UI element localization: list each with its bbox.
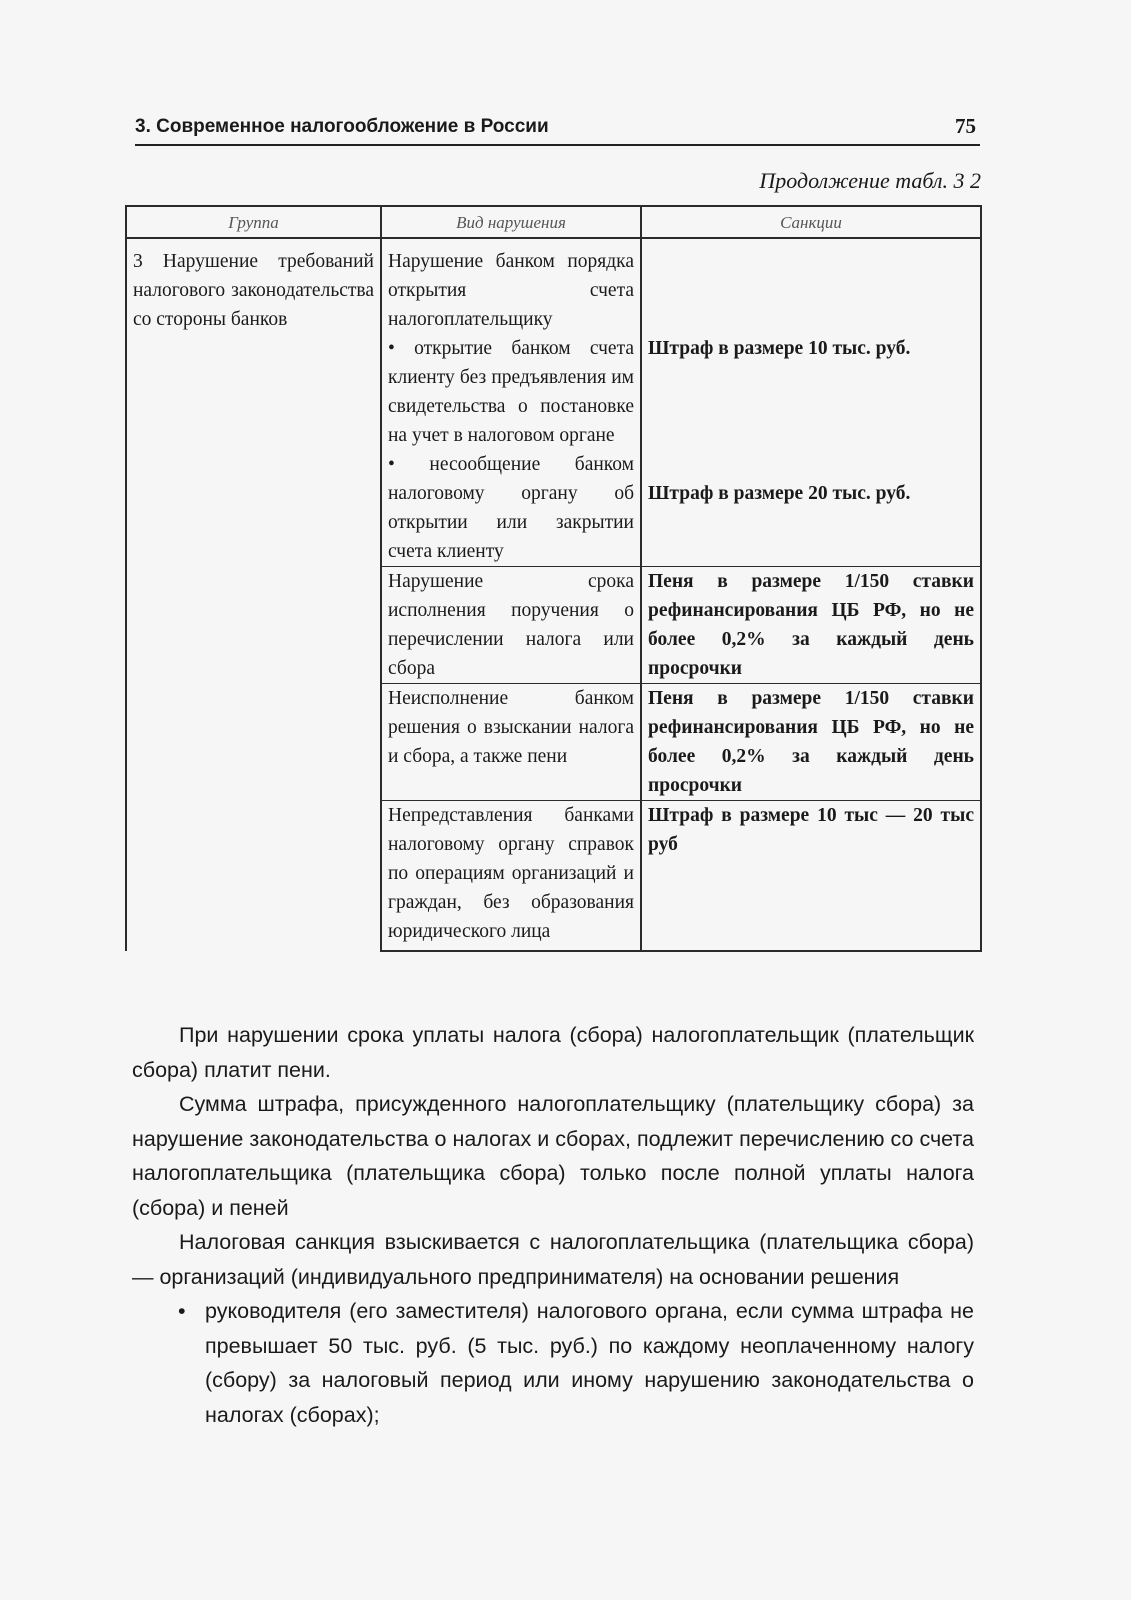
violation-text: • несообщение банком налоговому органу об открытии или закрытии счета клиенту <box>388 454 634 562</box>
violation-cell: Нарушение срока исполнения поручения о перечислении налога или сбора <box>381 567 641 684</box>
sanction-spacer <box>648 363 974 392</box>
column-header-violation: Вид нарушения <box>381 206 641 238</box>
sanction-cell <box>641 946 981 951</box>
sanction-text: Штраф в размере 10 тыс. руб. <box>648 338 911 359</box>
bullet-list <box>132 1294 974 1432</box>
violation-text: Нарушение банком порядка открытия счета налогоплательщику <box>388 251 634 330</box>
table-header-row <box>126 206 981 238</box>
violation-cell <box>381 238 641 567</box>
sanction-cell <box>641 238 981 567</box>
sanction-cell: Пеня в размере 1/150 ставки рефинансирования ЦБ РФ, но не более 0,2% за каждый день просрочки <box>641 684 981 801</box>
list-item <box>132 1294 974 1432</box>
table-caption: Продолжение табл. 3 2 <box>759 168 981 193</box>
running-header <box>135 114 980 146</box>
violation-cell: Непредставления банками налоговому органу справок по операциям организаций и граждан, без образования юридического лица <box>381 801 641 947</box>
sanction-spacer <box>648 421 974 450</box>
bullet-icon: • <box>178 1299 186 1323</box>
group-cell: 3 Нарушение требований налогового законодательства со стороны банков <box>126 238 381 951</box>
violation-cell <box>381 946 641 951</box>
paragraph: Налоговая санкция взыскивается с налогоплательщика (плательщика сбора) — организаций (индивидуального предпринимателя) на основании решения <box>132 1230 974 1289</box>
sanction-spacer <box>648 450 974 479</box>
page-number: 75 <box>955 114 976 138</box>
sanction-text: Штраф в размере 20 тыс. руб. <box>648 483 911 504</box>
list-item-text: руководителя (его заместителя) налогового органа, если сумма штрафа не превышает 50 тыс. руб. (5 тыс. руб.) по каждому неоплаченному налогу (сбору) за налоговый период или иному нарушению законодательства о налогах (сборах); <box>205 1299 974 1427</box>
violation-cell: Неисполнение банком решения о взыскании налога и сбора, а также пени <box>381 684 641 801</box>
body-text <box>132 1018 974 1432</box>
sanction-cell: Штраф в размере 10 тыс — 20 тыс руб <box>641 801 981 947</box>
chapter-title: 3. Современное налогообложение в России <box>135 116 549 137</box>
sanction-spacer <box>648 247 974 276</box>
column-header-group: Группа <box>126 206 381 238</box>
sanction-cell: Пеня в размере 1/150 ставки рефинансирования ЦБ РФ, но не более 0,2% за каждый день просрочки <box>641 567 981 684</box>
violation-text: • открытие банком счета клиенту без предъявления им свидетельства о постановке на учет в налоговом органе <box>388 338 634 446</box>
column-header-sanction: Санкции <box>641 206 981 238</box>
sanction-spacer <box>648 305 974 334</box>
sanctions-table <box>125 205 982 952</box>
table-row <box>126 238 981 567</box>
sanction-spacer <box>648 276 974 305</box>
paragraph: Сумма штрафа, присужденного налогоплательщику (плательщику сбора) за нарушение законодательства о налогах и сборах, подлежит перечислению со счета налогоплательщика (плательщика сбора) только после полной уплаты налога (сбора) и пеней <box>132 1092 974 1220</box>
sanction-spacer <box>648 392 974 421</box>
paragraph: При нарушении срока уплаты налога (сбора) налогоплательщик (плательщик сбора) платит пени. <box>132 1023 974 1082</box>
